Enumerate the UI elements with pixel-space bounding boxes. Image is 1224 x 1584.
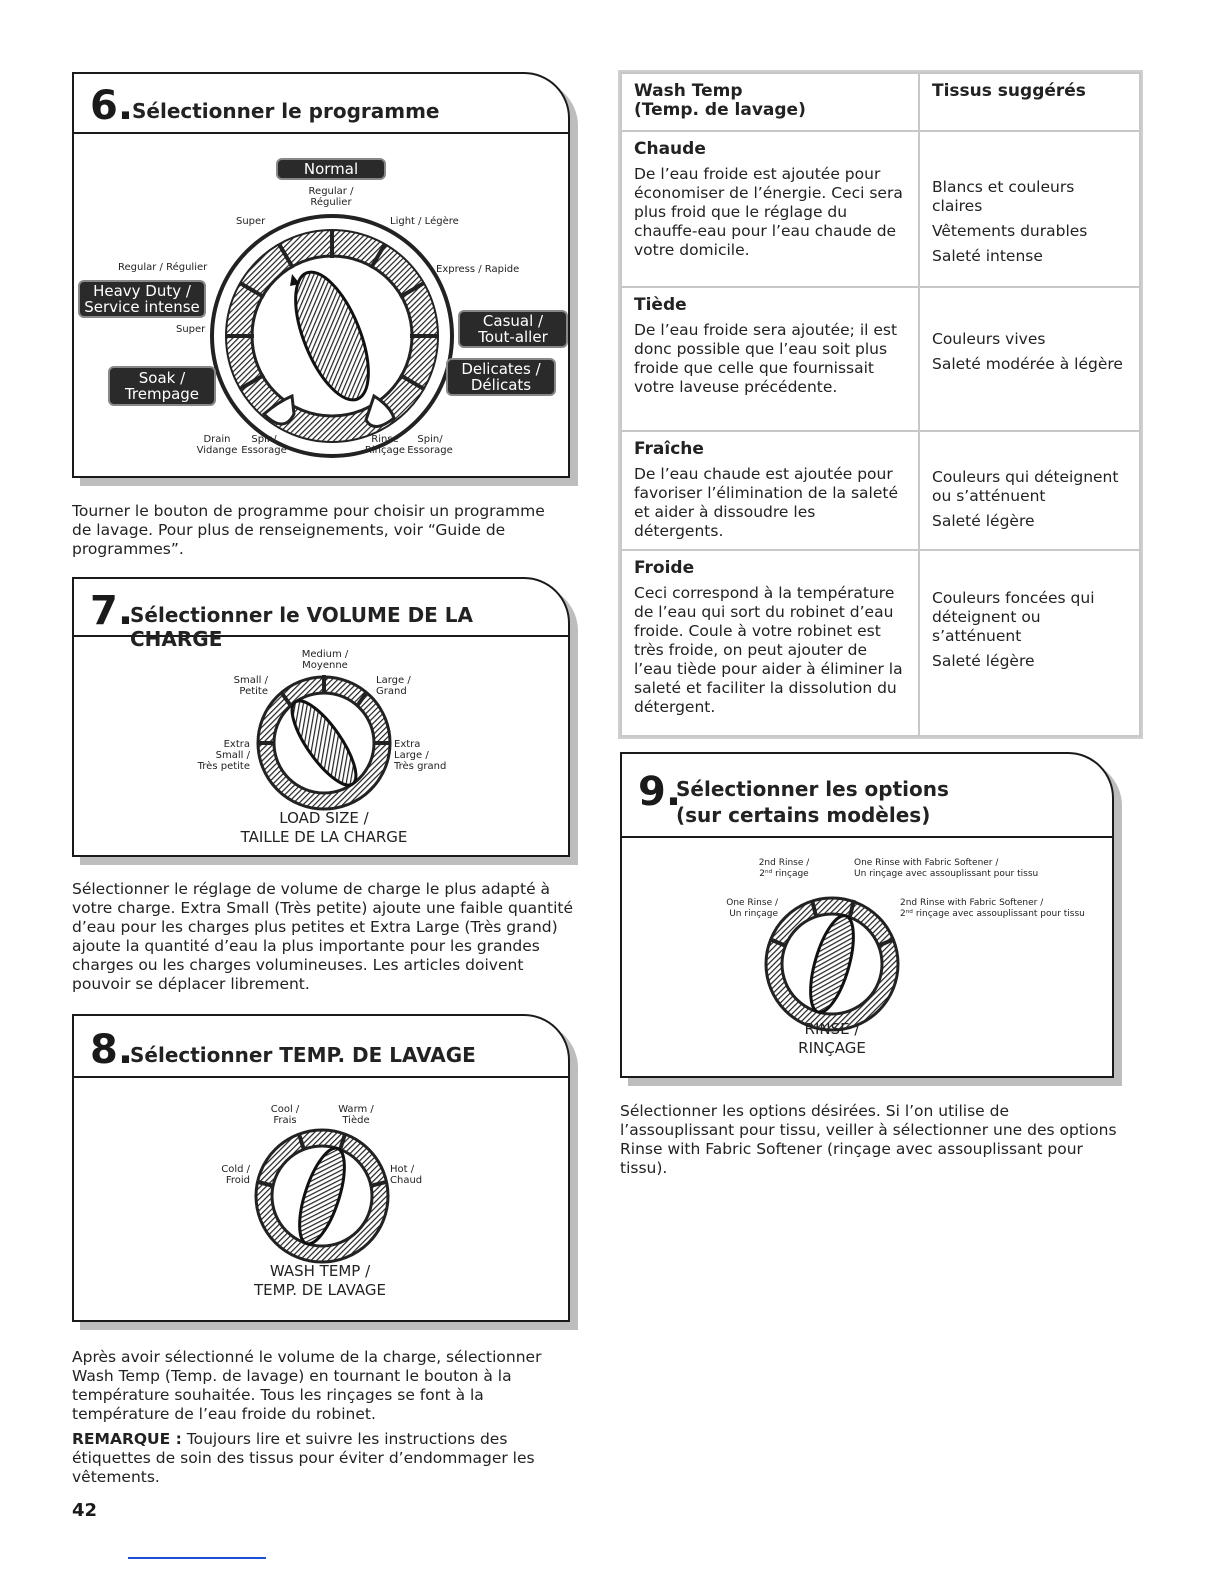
table-header-wash-temp: Wash Temp (Temp. de lavage) [621,73,919,131]
spin-left-label: Spin/ Essorage [241,434,287,456]
large-label: Large / Grand [376,675,411,697]
fabric-cell [919,431,1140,550]
temp-cell [621,431,919,550]
section-8-paragraph: Après avoir sélectionné le volume de la charge, sélectionner Wash Temp (Temp. de lavage) en tournant le bouton à la température souhaitée. Tous les rinçages se font à la température de l’eau froide du robinet. [72,1348,542,1423]
second-rinse-label: 2nd Rinse / 2ⁿᵈ rinçage [758,858,810,879]
section-7-number: 7. [90,588,134,634]
drain-label: Drain Vidange [196,434,238,456]
table-row [621,131,1140,287]
footer-line [128,1557,266,1559]
temp-desc: De l’eau froide sera ajoutée; il est donc possible que l’eau soit plus froide que celle que fournissait votre laveuse précédente. [634,321,898,396]
temp-name: Tiède [634,295,687,315]
section-8-note [72,1430,574,1487]
section-8-title: Sélectionner TEMP. DE LAVAGE [130,1043,476,1067]
section-8-text [72,1348,574,1493]
section-8-number: 8. [90,1027,134,1073]
small-label: Small / Petite [233,675,268,697]
regular-top-label: Regular / Régulier [308,186,354,208]
temp-name: Froide [634,558,695,578]
temp-cell [621,550,919,736]
one-rinse-fabric-softener-label: One Rinse with Fabric Softener / Un rinçage avec assouplissant pour tissu [854,858,1039,879]
section-6-box [72,72,570,478]
fabric-item: Vêtements durables [932,222,1088,240]
fabric-item: Couleurs qui déteignent ou s’atténuent [932,468,1119,505]
cold-label: Cold / Froid [221,1164,250,1186]
fabric-cell [919,550,1140,736]
section-9-title: Sélectionner les options (sur certains modèles) [676,777,949,827]
heavy-duty-button[interactable]: Heavy Duty / Service intense [78,280,206,318]
express-label: Express / Rapide [436,264,520,275]
light-label: Light / Légère [390,216,459,227]
page-number: 42 [72,1500,98,1521]
wash-temp-caption: WASH TEMP / TEMP. DE LAVAGE [253,1262,387,1299]
extra-large-label: Extra Large / Très grand [394,739,447,772]
wash-temp-table [620,72,1141,737]
casual-button[interactable]: Casual / Tout-aller [458,310,568,348]
table-row [621,287,1140,431]
section-7-title: Sélectionner le VOLUME DE LA CHARGE [130,603,474,651]
section-6-number: 6. [90,83,134,129]
delicates-button[interactable]: Delicates / Délicats [446,358,556,396]
fabric-cell [919,131,1140,287]
table-header-row [621,73,1140,131]
table-row [621,550,1140,736]
section-6-title: Sélectionner le programme [132,99,440,123]
temp-cell [621,287,919,431]
section-9-number: 9. [638,769,682,815]
rinse-caption: RINSE / RINÇAGE [798,1020,866,1057]
spin-right-label: Spin/ Essorage [407,434,453,456]
fabric-item: Saleté intense [932,247,1043,265]
temp-desc: De l’eau chaude est ajoutée pour favoriser l’élimination de la saleté et aider à dissoudre les détergents. [634,465,898,540]
load-size-caption: LOAD SIZE / TAILLE DE LA CHARGE [240,809,408,846]
fabric-cell [919,287,1140,431]
temp-desc: De l’eau froide est ajoutée pour économiser de l’énergie. Ceci sera plus froid que le réglage du chauffe-eau pour l’eau chaude de votre domicile. [634,165,903,259]
fabric-item: Saleté légère [932,512,1035,530]
section-9-header [622,754,1112,838]
table-row [621,431,1140,550]
cool-label: Cool / Frais [270,1104,300,1126]
super-left-label: Super [176,324,206,335]
fabric-item: Blancs et couleurs claires [932,178,1075,215]
table-header-fabrics: Tissus suggérés [919,73,1140,131]
super-top-label: Super [236,216,266,227]
temp-name: Chaude [634,139,706,159]
section-6-text: Tourner le bouton de programme pour choisir un programme de lavage. Pour plus de renseignements, voir “Guide de programmes”. [72,502,545,558]
section-9-box [620,752,1114,1078]
rinse-label: Rinse Rinçage [364,434,406,456]
regular-left-label: Regular / Régulier [118,262,208,273]
section-8-header [74,1016,568,1078]
section-8-box [72,1014,570,1322]
one-rinse-label: One Rinse / Un rinçage [726,898,778,919]
section-9-text: Sélectionner les options désirées. Si l’on utilise de l’assouplissant pour tissu, veiller à sélectionner une des options Rinse with Fabric Softener (rinçage avec assouplissant pour tissu). [620,1102,1117,1177]
temp-name: Fraîche [634,439,704,459]
section-7-header [74,579,568,651]
section-6-header [74,74,568,134]
temp-desc: Ceci correspond à la température de l’eau qui sort du robinet d’eau froide. Coule à votre robinet est très froide, on peut ajouter de l’eau tiède pour aider à éliminer la saleté et faciliter la dissolution du détergent. [634,584,903,716]
warm-label: Warm / Tiède [338,1104,374,1126]
fabric-item: Couleurs foncées qui déteignent ou s’atténuent [932,589,1095,645]
note-text: Toujours lire et suivre les instructions des étiquettes de soin des tissus pour éviter d’endommager les vêtements. [72,1430,535,1486]
extra-small-label: Extra Small / Très petite [197,739,250,772]
soak-button[interactable]: Soak / Trempage [108,366,216,406]
second-rinse-fabric-softener-label: 2nd Rinse with Fabric Softener / 2ⁿᵈ rinçage avec assouplissant pour tissu [900,898,1085,919]
normal-button[interactable]: Normal [276,158,386,180]
fabric-item: Couleurs vives [932,330,1046,348]
temp-cell [621,131,919,287]
fabric-item: Saleté modérée à légère [932,355,1123,373]
section-7-text: Sélectionner le réglage de volume de charge le plus adapté à votre charge. Extra Small (Très petite) ajoute une faible quantité d’eau pour les charges plus petites et Extra Large (Très grand) ajoute la quantité d’eau la plus importante pour les grandes charges ou les charges volumineuses. Les articles doivent pouvoir se déplacer librement. [72,880,573,993]
section-7-box [72,577,570,857]
hot-label: Hot / Chaud [390,1164,423,1186]
fabric-item: Saleté légère [932,652,1035,670]
note-label: REMARQUE : [72,1430,182,1448]
medium-label: Medium / Moyenne [301,649,349,671]
